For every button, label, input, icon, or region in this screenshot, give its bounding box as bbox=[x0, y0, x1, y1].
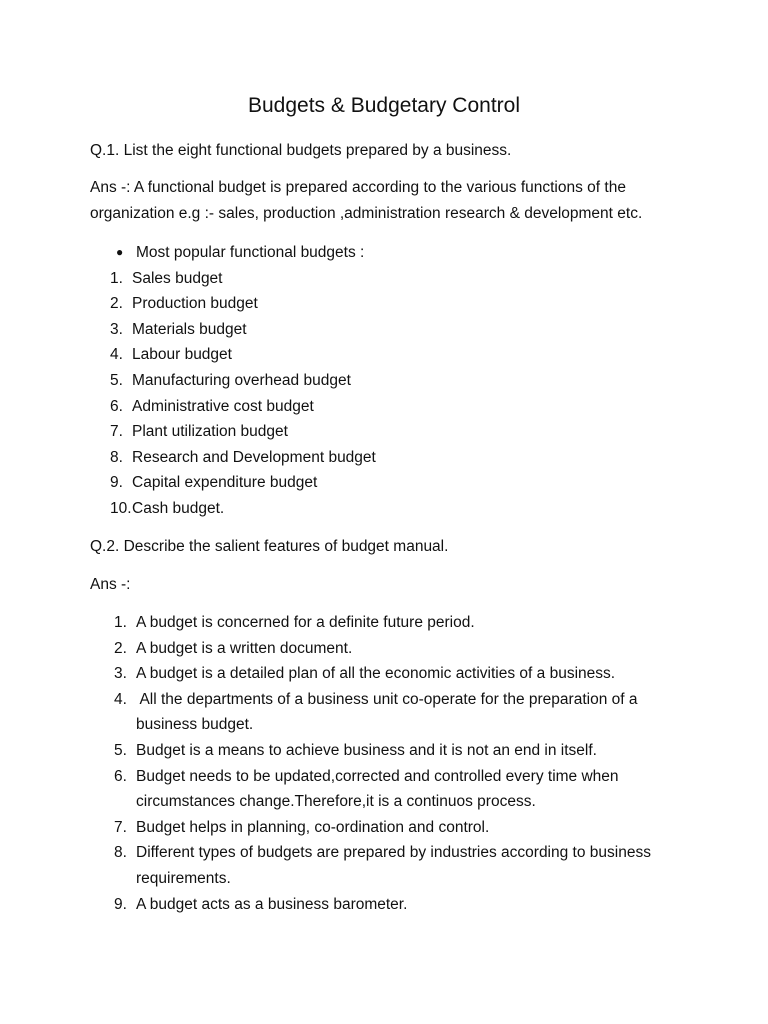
bullet-item bbox=[110, 240, 670, 266]
list-item-number: 8. bbox=[110, 448, 123, 466]
list-item-number: 10. bbox=[110, 499, 132, 517]
list-item-number: 8. bbox=[114, 844, 127, 862]
list-item-text: A budget is a detailed plan of all the economic activities of a business. bbox=[136, 665, 616, 683]
list-item bbox=[110, 368, 670, 394]
list-item-number: 9. bbox=[114, 895, 127, 913]
list-item bbox=[114, 892, 694, 918]
list-item bbox=[110, 266, 670, 292]
list-item-number: 4. bbox=[110, 346, 123, 364]
list-item bbox=[110, 342, 670, 368]
bullet-text: Most popular functional budgets : bbox=[136, 244, 365, 261]
list-item-number: 5. bbox=[114, 741, 127, 759]
question-1: Q.1. List the eight functional budgets prepared by a business. bbox=[90, 142, 512, 159]
list-item-text: Budget is a means to achieve business and it is not an end in itself. bbox=[136, 741, 597, 759]
list-item-text: Administrative cost budget bbox=[132, 397, 314, 415]
list-item bbox=[114, 840, 694, 891]
list-item-number: 5. bbox=[110, 371, 123, 389]
list-item-text: Budget needs to be updated,corrected and controlled every time when bbox=[136, 767, 619, 785]
list-item-number: 3. bbox=[110, 320, 123, 338]
list-item-text: Budget helps in planning, co-ordination and control. bbox=[136, 818, 490, 836]
list-item bbox=[110, 419, 670, 445]
list-item-text-continued: business budget. bbox=[136, 716, 254, 734]
list-item bbox=[110, 317, 670, 343]
answer-1-line-2: organization e.g :- sales, production ,administration research & development etc. bbox=[90, 205, 643, 222]
list-item bbox=[114, 636, 694, 662]
list-item bbox=[114, 738, 694, 764]
list-item bbox=[114, 687, 694, 738]
list-item-number: 4. bbox=[114, 690, 127, 708]
list-item-number: 1. bbox=[110, 269, 123, 287]
question-2: Q.2. Describe the salient features of budget manual. bbox=[90, 538, 449, 555]
list-item-text: A budget is concerned for a definite future period. bbox=[136, 614, 475, 631]
list-item-text: A budget acts as a business barometer. bbox=[136, 895, 408, 913]
list-item-number: 6. bbox=[114, 767, 127, 785]
list-item-number: 9. bbox=[110, 474, 123, 492]
list-item-number: 7. bbox=[110, 423, 123, 441]
list-item-number: 7. bbox=[114, 818, 127, 836]
list-item-number: 1. bbox=[114, 614, 127, 631]
list-item bbox=[114, 815, 694, 841]
list-item bbox=[110, 445, 670, 471]
list-item-number: 2. bbox=[110, 295, 123, 313]
list-item-text: A budget is a written document. bbox=[136, 639, 353, 657]
list-item-text: Different types of budgets are prepared by industries according to business bbox=[136, 844, 651, 862]
list-item bbox=[114, 764, 694, 815]
list-item bbox=[110, 496, 670, 522]
list-item-text: Production budget bbox=[132, 295, 258, 313]
list-item bbox=[114, 610, 694, 636]
answer-2-label: Ans -: bbox=[90, 576, 131, 593]
functional-budgets-list bbox=[110, 240, 670, 522]
budget-features-list bbox=[114, 610, 694, 917]
list-item-text: Cash budget. bbox=[132, 499, 225, 517]
answer-1-line-1: Ans -: A functional budget is prepared according to the various functions of the bbox=[90, 179, 626, 196]
list-item-text-continued: requirements. bbox=[136, 869, 231, 887]
list-item-text: Plant utilization budget bbox=[132, 423, 288, 441]
list-item-text: Capital expenditure budget bbox=[132, 474, 318, 492]
list-item bbox=[114, 661, 694, 687]
list-item-text: Sales budget bbox=[132, 269, 223, 287]
list-item-text: Research and Development budget bbox=[132, 448, 376, 466]
list-item bbox=[110, 394, 670, 420]
bullet-icon: ● bbox=[116, 245, 124, 259]
document-title: Budgets & Budgetary Control bbox=[248, 94, 520, 117]
list-item-number: 3. bbox=[114, 665, 127, 683]
list-item bbox=[110, 291, 670, 317]
list-item bbox=[110, 470, 670, 496]
list-item-text: Manufacturing overhead budget bbox=[132, 371, 351, 389]
list-item-number: 6. bbox=[110, 397, 123, 415]
list-item-text: Labour budget bbox=[132, 346, 232, 364]
list-item-text: Materials budget bbox=[132, 320, 247, 338]
list-item-text: All the departments of a business unit co-operate for the preparation of a bbox=[136, 690, 638, 708]
list-item-text-continued: circumstances change.Therefore,it is a continuos process. bbox=[136, 793, 536, 811]
list-item-number: 2. bbox=[114, 639, 127, 657]
